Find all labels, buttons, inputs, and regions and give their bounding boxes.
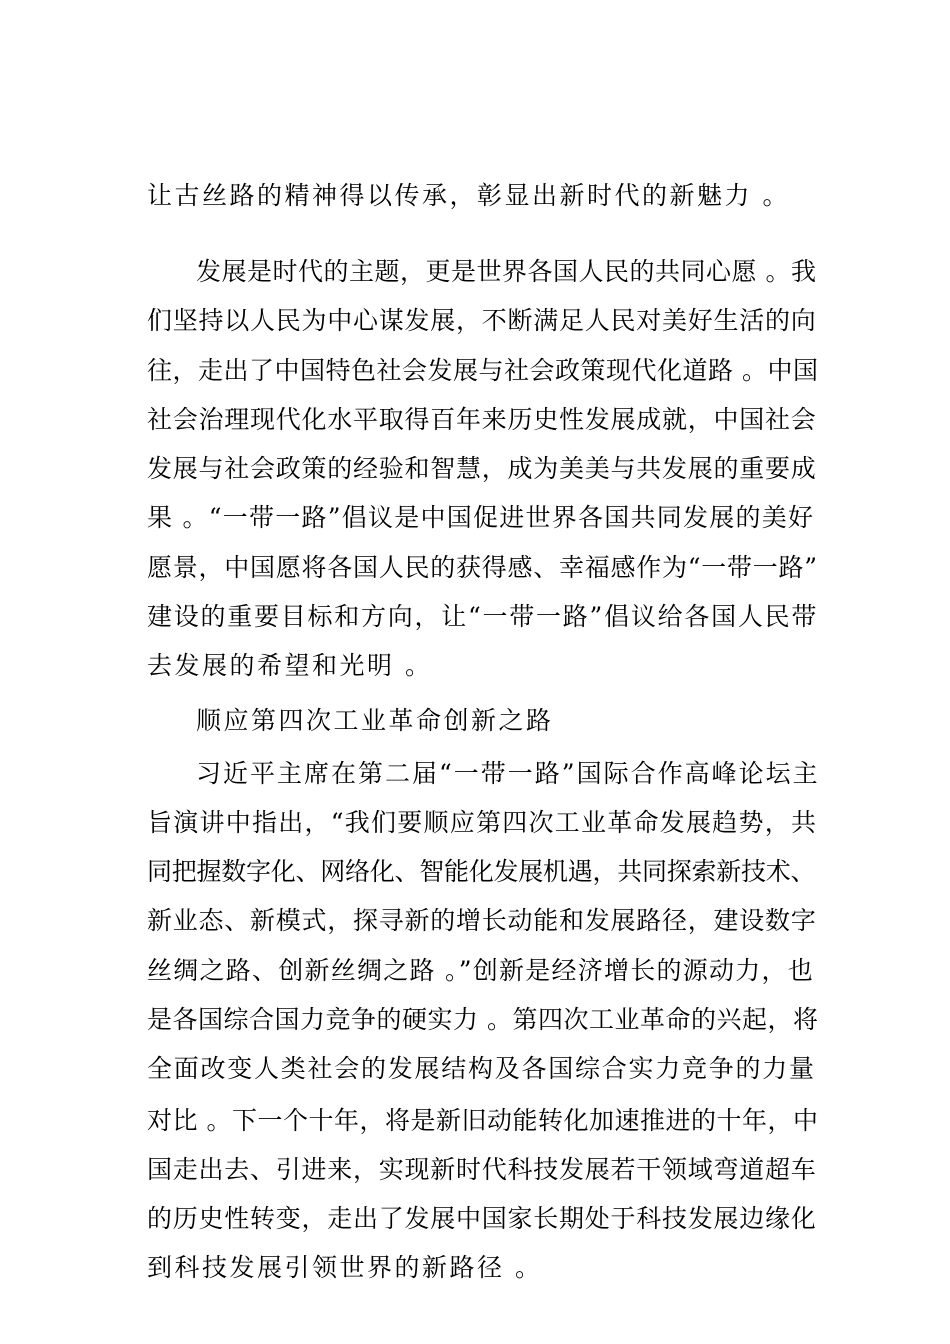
text-line: 的历史性转变，走出了发展中国家长期处于科技发展边缘化 — [147, 1204, 817, 1233]
text-line: 旨演讲中指出，“我们要顺应第四次工业革命发展趋势，共 — [147, 808, 818, 837]
text-line: 果 。“一带一路”倡议是中国促进世界各国共同发展的美好 — [147, 503, 815, 532]
text-line: 让古丝路的精神得以传承，彰显出新时代的新魅力 。 — [147, 181, 790, 210]
text-line: 到科技发展引领世界的新路径 。 — [147, 1253, 543, 1282]
text-line: 愿景，中国愿将各国人民的获得感、幸福感作为“一带一路” — [147, 553, 818, 582]
text-line: 发展与社会政策的经验和智慧，成为美美与共发展的重要成 — [147, 454, 817, 483]
section-heading: 顺应第四次工业革命创新之路 — [196, 706, 554, 735]
text-line: 国走出去、引进来，实现新时代科技发展若干领域弯道超车 — [147, 1155, 817, 1184]
text-line: 建设的重要目标和方向，让“一带一路”倡议给各国人民带 — [147, 602, 819, 631]
text-line: 全面改变人类社会的发展结构及各国综合实力竞争的力量 — [147, 1054, 816, 1083]
text-line: 同把握数字化、网络化、智能化发展机遇，共同探索新技术、 — [147, 857, 816, 886]
text-line: 新业态、新模式，探寻新的增长动能和发展路径，建设数字 — [147, 906, 817, 935]
text-line: 丝绸之路、创新丝绸之路 。”创新是经济增长的源动力，也 — [147, 956, 814, 985]
text-line: 们坚持以人民为中心谋发展，不断满足人民对美好生活的向 — [147, 306, 817, 335]
text-line: 对比 。下一个十年，将是新旧动能转化加速推进的十年，中 — [147, 1106, 819, 1135]
text-line: 习近平主席在第二届“一带一路”国际合作高峰论坛主 — [196, 759, 820, 788]
text-line: 社会治理现代化水平取得百年来历史性发展成就，中国社会 — [147, 405, 817, 434]
text-line: 发展是时代的主题，更是世界各国人民的共同心愿 。我 — [196, 257, 817, 286]
text-line: 去发展的希望和光明 。 — [147, 651, 433, 680]
text-line: 往，走出了中国特色社会发展与社会政策现代化道路 。中国 — [147, 356, 819, 385]
text-line: 是各国综合国力竞争的硬实力 。第四次工业革命的兴起，将 — [147, 1005, 819, 1034]
